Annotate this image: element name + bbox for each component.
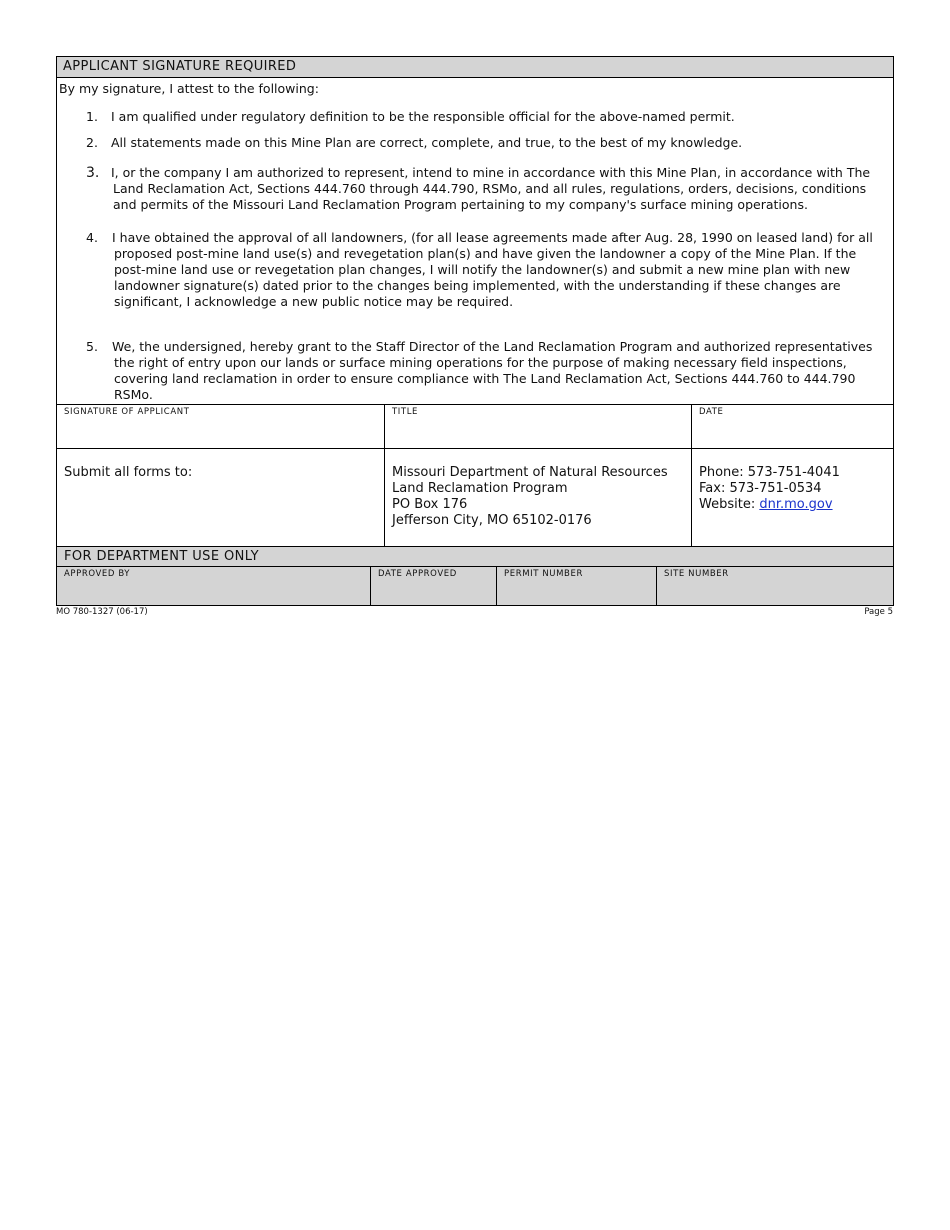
site-number-label: SITE NUMBER	[664, 569, 729, 579]
section-title: APPLICANT SIGNATURE REQUIRED	[57, 57, 893, 78]
page-number: Page 5	[864, 607, 893, 617]
permit-number-field[interactable]	[497, 567, 657, 605]
date-field[interactable]	[692, 405, 893, 448]
attestation-item-1	[86, 109, 889, 125]
address-line: Land Reclamation Program	[392, 481, 568, 496]
attestation-item-5	[86, 339, 889, 403]
item-number: 4.	[86, 230, 98, 245]
item-text: I have obtained the approval of all landowners, (for all lease agreements made after Aug. 28, 1990 on leased land) for all proposed post-mine land use(s) and revegetation plan(s) and have given the landowner a copy of the Mine Plan. If the post-mine land use or revegetation plan changes, I will notify the landowner(s) and submit a new mine plan with new landowner signature(s) dated prior to the changes being implemented, with the understanding if these changes are significant, I acknowledge a new public notice may be required.	[112, 230, 873, 309]
contact-info	[692, 449, 893, 546]
title-label: TITLE	[392, 407, 418, 417]
address-line: Jefferson City, MO 65102-0176	[392, 513, 592, 528]
site-number-field[interactable]	[657, 567, 893, 605]
attestation-item-3	[86, 165, 889, 213]
signature-of-applicant-field[interactable]	[57, 405, 385, 448]
signature-row	[57, 404, 893, 448]
fax-number: Fax: 573-751-0534	[699, 481, 822, 496]
date-approved-field[interactable]	[371, 567, 497, 605]
attestation-intro: By my signature, I attest to the following:	[59, 81, 319, 96]
website-line	[699, 497, 886, 513]
phone-number: Phone: 573-751-4041	[699, 465, 840, 480]
item-number: 2.	[86, 135, 98, 150]
attestation-block	[57, 78, 893, 404]
item-number: 1.	[86, 109, 98, 124]
item-text: We, the undersigned, hereby grant to the Staff Director of the Land Reclamation Program and authorized representatives the right of entry upon our lands or surface mining operations for the purpose of making necessary field inspections, covering land reclamation in order to ensure compliance with The Land Reclamation Act, Sections 444.760 to 444.790 RSMo.	[112, 339, 873, 402]
attestation-item-2	[86, 135, 889, 151]
applicant-signature-form	[56, 56, 894, 606]
submit-label: Submit all forms to:	[64, 465, 193, 480]
address-line: Missouri Department of Natural Resources	[392, 465, 668, 480]
item-number: 3.	[86, 165, 100, 181]
submit-info-row	[57, 448, 893, 546]
approved-by-field[interactable]	[57, 567, 371, 605]
item-number: 5.	[86, 339, 98, 354]
signature-label: SIGNATURE OF APPLICANT	[64, 407, 190, 417]
approved-by-label: APPROVED BY	[64, 569, 131, 579]
attestation-item-4	[86, 230, 889, 310]
department-use-row	[57, 567, 893, 605]
mailing-address	[385, 449, 692, 546]
website-label: Website:	[699, 497, 760, 512]
title-field[interactable]	[385, 405, 692, 448]
address-line: PO Box 176	[392, 497, 468, 512]
item-text: I, or the company I am authorized to represent, intend to mine in accordance with this Mine Plan, in accordance with The Land Reclamation Act, Sections 444.760 through 444.790, RSMo, and all rules, regulations, orders, decisions, conditions and permits of the Missouri Land Reclamation Program pertaining to my company's surface mining operations.	[111, 165, 871, 212]
department-use-title: FOR DEPARTMENT USE ONLY	[57, 546, 893, 567]
submit-label-cell	[57, 449, 385, 546]
item-text: I am qualified under regulatory definition to be the responsible official for the above-named permit.	[111, 109, 735, 124]
date-approved-label: DATE APPROVED	[378, 569, 457, 579]
website-link[interactable]: dnr.mo.gov	[759, 497, 833, 512]
permit-number-label: PERMIT NUMBER	[504, 569, 583, 579]
item-text: All statements made on this Mine Plan are correct, complete, and true, to the best of my knowledge.	[111, 135, 743, 150]
form-number: MO 780-1327 (06-17)	[56, 607, 148, 617]
date-label: DATE	[699, 407, 724, 417]
